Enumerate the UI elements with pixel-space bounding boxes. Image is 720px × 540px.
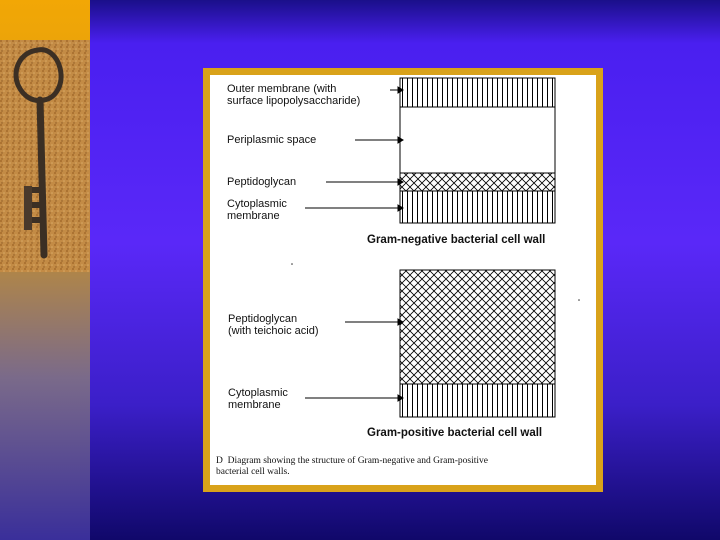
gram-negative-title: Gram-negative bacterial cell wall (367, 234, 546, 246)
outer-membrane-layer (400, 78, 555, 107)
gram-positive-arrows (305, 319, 403, 401)
caption-line1: Diagram showing the structure of Gram-negative and Gram-positive (227, 456, 489, 466)
peptidoglycan-layer (400, 173, 555, 191)
periplasmic-space-layer (400, 107, 555, 173)
caption-line2: bacterial cell walls. (216, 467, 290, 477)
caption-prefix: D (216, 456, 223, 466)
label-cytoplasmic-membrane-line1: Cytoplasmic (227, 198, 287, 210)
key-photo (0, 40, 90, 272)
figure-caption (216, 456, 576, 478)
label-outer-membrane-line1: Outer membrane (with (227, 83, 337, 95)
label-outer-membrane-line2: surface lipopolysaccharide) (227, 95, 361, 107)
label-gp-cytoplasmic-membrane-line2: membrane (228, 399, 281, 411)
thick-peptidoglycan-layer (400, 270, 555, 384)
label-peptidoglycan: Peptidoglycan (227, 176, 297, 188)
label-peptidoglycan-teichoic-line1: Peptidoglycan (228, 313, 298, 325)
label-gp-cytoplasmic-membrane-line1: Cytoplasmic (228, 387, 288, 399)
gram-positive-title: Gram-positive bacterial cell wall (367, 427, 543, 439)
label-periplasmic-space: Periplasmic space (227, 134, 317, 146)
key-icon (0, 40, 90, 272)
label-peptidoglycan-teichoic-line2: (with teichoic acid) (228, 325, 319, 337)
gram-positive-membrane-layer (400, 384, 555, 417)
cytoplasmic-membrane-layer (400, 191, 555, 223)
label-cytoplasmic-membrane-line2: membrane (227, 210, 280, 222)
